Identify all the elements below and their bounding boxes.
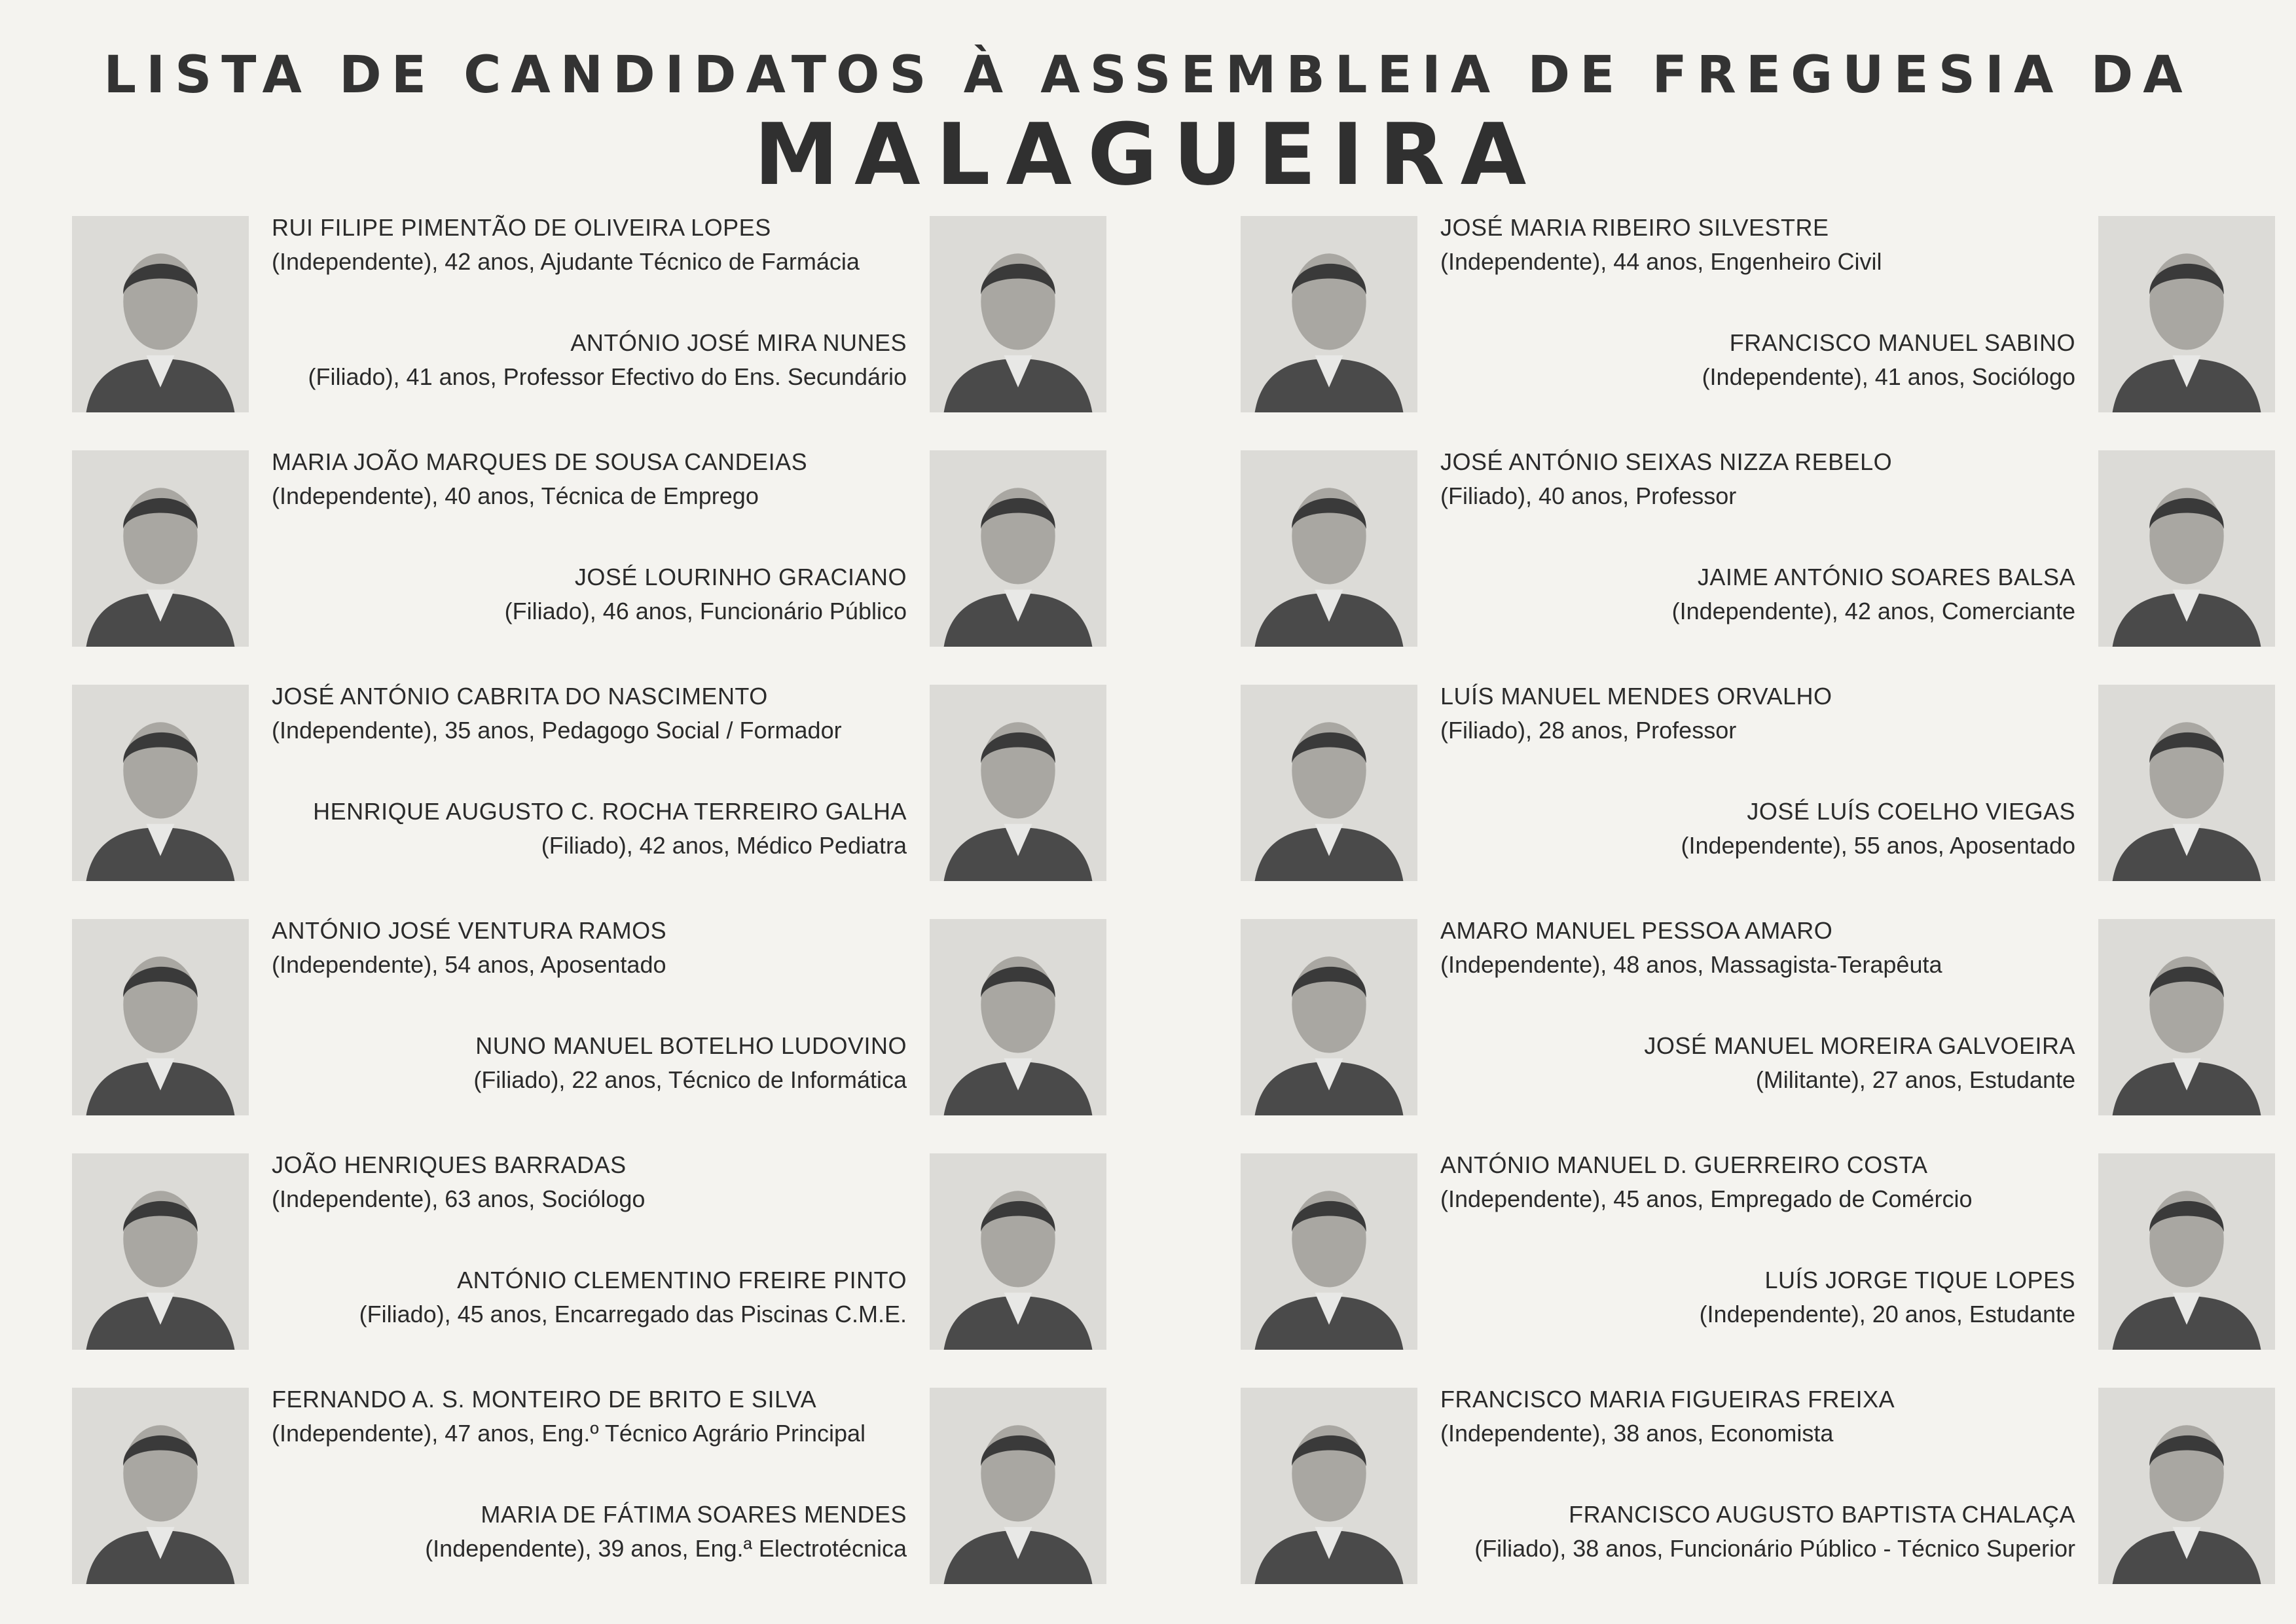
candidate-entry xyxy=(1700,1263,2075,1331)
candidate-details: (Independente), 38 anos, Economista xyxy=(1440,1420,1834,1447)
portrait-icon xyxy=(2098,685,2275,881)
candidate-photo xyxy=(2098,685,2275,881)
candidate-entry xyxy=(1702,326,2075,394)
candidate-details: (Independente), 35 anos, Pedagogo Social / Formador xyxy=(272,717,842,744)
portrait-icon xyxy=(1241,685,1417,881)
candidate-photo xyxy=(1241,450,1417,647)
candidate-row xyxy=(72,1147,1106,1381)
portrait-icon xyxy=(72,919,249,1115)
candidate-details: (Independente), 55 anos, Aposentado xyxy=(1681,832,2075,859)
candidate-row xyxy=(72,444,1106,678)
portrait-icon xyxy=(930,685,1106,881)
candidate-entry xyxy=(1440,211,1882,279)
candidate-row xyxy=(1241,444,2275,678)
candidate-photo xyxy=(72,1153,249,1350)
portrait-icon xyxy=(2098,919,2275,1115)
candidate-name: FRANCISCO MANUEL SABINO xyxy=(1729,329,2075,356)
candidate-details: (Filiado), 38 anos, Funcionário Público - Técnico Superior xyxy=(1474,1535,2075,1562)
candidate-details: (Independente), 45 anos, Empregado de Comércio xyxy=(1440,1185,1973,1212)
candidate-details: (Independente), 47 anos, Eng.º Técnico Agrário Principal xyxy=(272,1420,866,1447)
candidate-entry xyxy=(313,795,907,863)
candidate-name: HENRIQUE AUGUSTO C. ROCHA TERREIRO GALHA xyxy=(313,798,907,825)
candidate-entry xyxy=(1644,1029,2075,1097)
portrait-icon xyxy=(72,1153,249,1350)
candidate-row xyxy=(72,678,1106,912)
candidate-details: (Filiado), 28 anos, Professor xyxy=(1440,717,1737,744)
candidate-name: RUI FILIPE PIMENTÃO DE OLIVEIRA LOPES xyxy=(272,214,771,241)
candidate-row xyxy=(1241,912,2275,1147)
portrait-icon xyxy=(72,1388,249,1584)
candidate-photo xyxy=(930,1153,1106,1350)
candidate-name: NUNO MANUEL BOTELHO LUDOVINO xyxy=(475,1032,907,1059)
candidate-entry xyxy=(505,560,907,628)
candidate-details: (Filiado), 41 anos, Professor Efectivo do Ens. Secundário xyxy=(308,363,907,390)
candidate-entry xyxy=(272,1382,866,1451)
candidate-photo xyxy=(72,919,249,1115)
candidate-entry xyxy=(308,326,907,394)
candidate-photo xyxy=(1241,685,1417,881)
document-header xyxy=(0,46,2296,204)
candidate-name: FERNANDO A. S. MONTEIRO DE BRITO E SILVA xyxy=(272,1386,817,1413)
candidate-entry xyxy=(272,1148,645,1216)
portrait-icon xyxy=(72,216,249,412)
portrait-icon xyxy=(930,216,1106,412)
candidate-name: FRANCISCO MARIA FIGUEIRAS FREIXA xyxy=(1440,1386,1895,1413)
candidate-photo xyxy=(1241,216,1417,412)
portrait-icon xyxy=(1241,450,1417,647)
candidate-entry xyxy=(272,914,666,982)
candidate-entry xyxy=(425,1498,907,1566)
candidate-name: JOÃO HENRIQUES BARRADAS xyxy=(272,1151,627,1178)
candidate-name: LUÍS MANUEL MENDES ORVALHO xyxy=(1440,683,1832,710)
candidate-photo xyxy=(72,685,249,881)
portrait-icon xyxy=(2098,1388,2275,1584)
candidate-name: ANTÓNIO CLEMENTINO FREIRE PINTO xyxy=(457,1267,907,1293)
candidate-photo xyxy=(930,216,1106,412)
candidate-row xyxy=(72,912,1106,1147)
candidate-photo xyxy=(2098,919,2275,1115)
candidate-name: ANTÓNIO JOSÉ MIRA NUNES xyxy=(570,329,907,356)
candidate-name: MARIA JOÃO MARQUES DE SOUSA CANDEIAS xyxy=(272,448,808,475)
portrait-icon xyxy=(930,1388,1106,1584)
candidate-photo xyxy=(1241,1153,1417,1350)
candidate-entry xyxy=(1681,795,2076,863)
candidate-photo xyxy=(1241,1388,1417,1584)
candidate-name: JOSÉ LOURINHO GRACIANO xyxy=(574,564,907,590)
candidate-name: JOSÉ LUÍS COELHO VIEGAS xyxy=(1747,798,2075,825)
candidate-details: (Independente), 42 anos, Ajudante Técnico de Farmácia xyxy=(272,248,860,275)
candidate-details: (Independente), 54 anos, Aposentado xyxy=(272,951,666,978)
candidate-row xyxy=(1241,1381,2275,1615)
candidate-photo xyxy=(1241,919,1417,1115)
candidate-entry xyxy=(1440,445,1892,513)
candidate-name: JOSÉ MANUEL MOREIRA GALVOEIRA xyxy=(1644,1032,2075,1059)
candidate-details: (Filiado), 40 anos, Professor xyxy=(1440,482,1737,509)
candidate-photo xyxy=(2098,450,2275,647)
candidate-photo xyxy=(930,1388,1106,1584)
portrait-icon xyxy=(930,919,1106,1115)
candidate-details: (Independente), 41 anos, Sociólogo xyxy=(1702,363,2075,390)
candidate-photo xyxy=(72,216,249,412)
candidate-details: (Independente), 63 anos, Sociólogo xyxy=(272,1185,646,1212)
candidate-entry xyxy=(1672,560,2075,628)
candidate-photo xyxy=(930,450,1106,647)
candidate-entry xyxy=(1440,679,1832,748)
candidate-name: JAIME ANTÓNIO SOARES BALSA xyxy=(1697,564,2075,590)
portrait-icon xyxy=(1241,1153,1417,1350)
portrait-icon xyxy=(2098,216,2275,412)
candidate-entry xyxy=(1440,914,1942,982)
candidate-name: JOSÉ ANTÓNIO CABRITA DO NASCIMENTO xyxy=(272,683,768,710)
candidate-photo xyxy=(2098,1153,2275,1350)
candidate-details: (Filiado), 42 anos, Médico Pediatra xyxy=(541,832,907,859)
candidate-name: LUÍS JORGE TIQUE LOPES xyxy=(1764,1267,2075,1293)
candidate-row xyxy=(72,209,1106,444)
candidate-entry xyxy=(473,1029,907,1097)
portrait-icon xyxy=(1241,1388,1417,1584)
candidate-details: (Filiado), 22 anos, Técnico de Informática xyxy=(473,1066,907,1093)
candidate-row xyxy=(1241,1147,2275,1381)
title-line-2: MALAGUEIRA xyxy=(754,105,1542,204)
candidate-details: (Independente), 20 anos, Estudante xyxy=(1699,1301,2075,1327)
portrait-icon xyxy=(1241,919,1417,1115)
portrait-icon xyxy=(72,685,249,881)
candidate-column-right xyxy=(1241,209,2275,1615)
candidate-details: (Independente), 39 anos, Eng.ª Electrotécnica xyxy=(425,1535,907,1562)
portrait-icon xyxy=(2098,1153,2275,1350)
portrait-icon xyxy=(72,450,249,647)
candidate-details: (Independente), 44 anos, Engenheiro Civil xyxy=(1440,248,1882,275)
candidate-photo xyxy=(2098,1388,2275,1584)
candidate-name: JOSÉ MARIA RIBEIRO SILVESTRE xyxy=(1440,214,1829,241)
candidate-details: (Militante), 27 anos, Estudante xyxy=(1755,1066,2075,1093)
candidate-row xyxy=(72,1381,1106,1615)
candidate-entry xyxy=(1474,1498,2075,1566)
candidate-details: (Independente), 40 anos, Técnica de Emprego xyxy=(272,482,759,509)
candidate-photo xyxy=(930,685,1106,881)
candidate-entry xyxy=(272,211,860,279)
candidate-name: JOSÉ ANTÓNIO SEIXAS NIZZA REBELO xyxy=(1440,448,1893,475)
candidate-entry xyxy=(1440,1148,1973,1216)
candidate-row xyxy=(1241,678,2275,912)
candidate-photo xyxy=(72,450,249,647)
candidate-details: (Independente), 48 anos, Massagista-Terapêuta xyxy=(1440,951,1942,978)
candidate-name: ANTÓNIO MANUEL D. GUERREIRO COSTA xyxy=(1440,1151,1928,1178)
portrait-icon xyxy=(930,450,1106,647)
candidate-details: (Filiado), 45 anos, Encarregado das Piscinas C.M.E. xyxy=(359,1301,907,1327)
candidate-column-left xyxy=(72,209,1106,1615)
candidate-entry xyxy=(272,679,842,748)
portrait-icon xyxy=(930,1153,1106,1350)
candidate-name: ANTÓNIO JOSÉ VENTURA RAMOS xyxy=(272,917,667,944)
portrait-icon xyxy=(1241,216,1417,412)
candidate-details: (Independente), 42 anos, Comerciante xyxy=(1671,598,2075,624)
candidate-photo xyxy=(72,1388,249,1584)
candidate-photo xyxy=(930,919,1106,1115)
candidate-entry xyxy=(359,1263,907,1331)
candidate-photo xyxy=(2098,216,2275,412)
portrait-icon xyxy=(2098,450,2275,647)
candidate-name: AMARO MANUEL PESSOA AMARO xyxy=(1440,917,1833,944)
candidate-name: FRANCISCO AUGUSTO BAPTISTA CHALAÇA xyxy=(1569,1501,2075,1528)
title-line-1: LISTA DE CANDIDATOS À ASSEMBLEIA DE FREGUESIA DA xyxy=(103,46,2193,105)
candidate-row xyxy=(1241,209,2275,444)
candidate-entry xyxy=(272,445,807,513)
candidate-name: MARIA DE FÁTIMA SOARES MENDES xyxy=(481,1501,907,1528)
candidate-entry xyxy=(1440,1382,1895,1451)
candidate-details: (Filiado), 46 anos, Funcionário Público xyxy=(504,598,907,624)
